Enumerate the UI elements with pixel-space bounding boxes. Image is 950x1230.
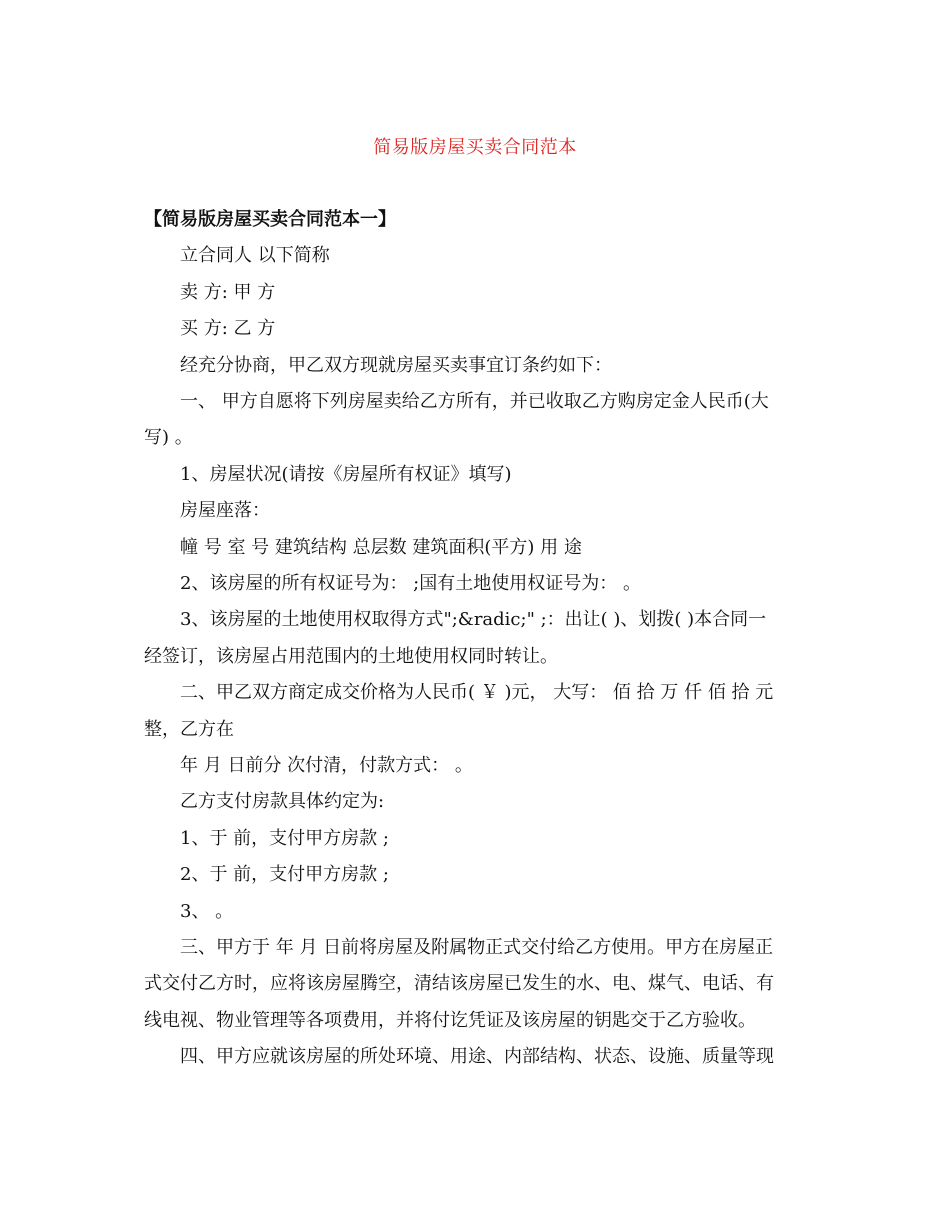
- section-heading: 【简易版房屋买卖合同范本一】: [144, 209, 396, 230]
- paragraph-line: 房屋座落：: [180, 500, 270, 521]
- paragraph-line: 写) 。: [144, 427, 193, 448]
- document-title: 简易版房屋买卖合同范本: [373, 137, 577, 158]
- paragraph-line: 立合同人 以下简称: [180, 245, 330, 266]
- paragraph-line: 一、 甲方自愿将下列房屋卖给乙方所有，并已收取乙方购房定金人民币(大: [180, 391, 769, 412]
- paragraph-line: 三、甲方于 年 月 日前将房屋及附属物正式交付给乙方使用。甲方在房屋正: [180, 937, 774, 958]
- paragraph-line: 二、甲乙双方商定成交价格为人民币( ￥ )元， 大写： 佰 拾 万 仟 佰 拾 元: [180, 682, 774, 703]
- paragraph-line: 买 方: 乙 方: [180, 318, 276, 339]
- paragraph-line: 年 月 日前分 次付清，付款方式： 。: [180, 755, 473, 776]
- paragraph-line: 四、甲方应就该房屋的所处环境、用途、内部结构、状态、设施、质量等现: [180, 1046, 774, 1067]
- paragraph-line: 2、该房屋的所有权证号为： ;国有土地使用权证号为： 。: [180, 573, 641, 594]
- paragraph-line: 3、 。: [180, 901, 234, 922]
- paragraph-line: 幢 号 室 号 建筑结构 总层数 建筑面积(平方) 用 途: [180, 537, 582, 558]
- paragraph-line: 3、该房屋的土地使用权取得方式";&radic;" ;：出让( )、划拨( )本合同一: [180, 609, 767, 630]
- paragraph-line: 1、于 前，支付甲方房款 ;: [180, 828, 389, 849]
- paragraph-line: 整，乙方在: [144, 719, 234, 740]
- paragraph-line: 卖 方: 甲 方: [180, 282, 276, 303]
- paragraph-line: 线电视、物业管理等各项费用，并将付讫凭证及该房屋的钥匙交于乙方验收。: [144, 1010, 756, 1031]
- paragraph-line: 经充分协商，甲乙双方现就房屋买卖事宜订条约如下：: [180, 355, 612, 376]
- paragraph-line: 经签订，该房屋占用范围内的土地使用权同时转让。: [144, 646, 558, 667]
- paragraph-line: 式交付乙方时，应将该房屋腾空，清结该房屋已发生的水、电、煤气、电话、有: [144, 973, 774, 994]
- paragraph-line: 2、于 前，支付甲方房款 ;: [180, 864, 389, 885]
- paragraph-line: 乙方支付房款具体约定为:: [180, 791, 385, 812]
- paragraph-line: 1、房屋状况(请按《房屋所有权证》填写): [180, 464, 512, 485]
